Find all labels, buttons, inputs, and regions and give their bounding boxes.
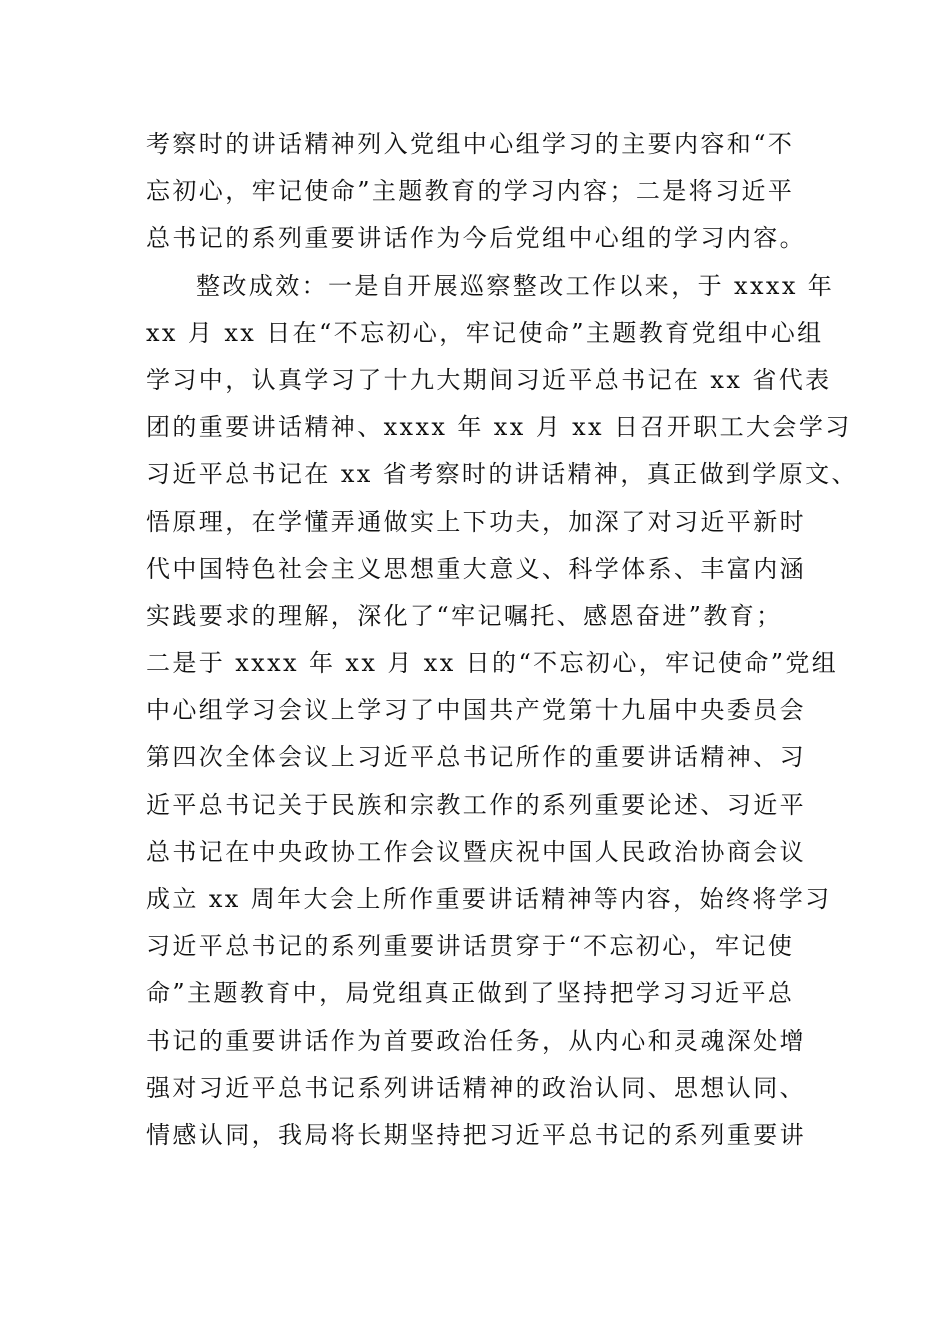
text-line: 中心组学习会议上学习了中国共产党第十九届中央委员会 [146,696,806,725]
text-line: 团的重要讲话精神、xxxx 年 xx 月 xx 日召开职工大会学习 [146,413,852,442]
text-line: 习近平总书记在 xx 省考察时的讲话精神，真正做到学原文、 [146,460,858,489]
text-line: 书记的重要讲话作为首要政治任务，从内心和灵魂深处增 [146,1026,806,1055]
text-line: 情感认同，我局将长期坚持把习近平总书记的系列重要讲 [146,1120,806,1149]
text-line: 命”主题教育中，局党组真正做到了坚持把学习习近平总 [146,979,795,1008]
text-line: 二是于 xxxx 年 xx 月 xx 日的“不忘初心，牢记使命”党组 [146,649,839,678]
text-line: 总书记在中央政协工作会议暨庆祝中国人民政治协商会议 [146,837,806,866]
text-line: 忘初心，牢记使命”主题教育的学习内容；二是将习近平 [146,177,795,206]
text-line: 第四次全体会议上习近平总书记所作的重要讲话精神、习 [146,743,806,772]
text-line: 代中国特色社会主义思想重大意义、科学体系、丰富内涵 [146,554,806,583]
text-line: 总书记的系列重要讲话作为今后党组中心组的学习内容。 [146,224,806,253]
text-line: 悟原理，在学懂弄通做实上下功夫，加深了对习近平新时 [146,507,806,536]
document-body [146,121,858,1159]
text-line: 习近平总书记的系列重要讲话贯穿于“不忘初心，牢记使 [146,932,795,961]
text-line: 强对习近平总书记系列讲话精神的政治认同、思想认同、 [146,1073,806,1102]
text-line: 实践要求的理解，深化了“牢记嘱托、感恩奋进”教育； [146,601,783,630]
text-line: 近平总书记关于民族和宗教工作的系列重要论述、习近平 [146,790,806,819]
paragraph-start-line: 整改成效：一是自开展巡察整改工作以来，于 xxxx 年 [196,271,835,300]
text-line: xx 月 xx 日在“不忘初心，牢记使命”主题教育党组中心组 [146,318,824,347]
text-line: 成立 xx 周年大会上所作重要讲话精神等内容，始终将学习 [146,885,832,913]
text-line: 考察时的讲话精神列入党组中心组学习的主要内容和“不 [146,130,795,158]
text-line: 学习中，认真学习了十九大期间习近平总书记在 xx 省代表 [146,365,832,394]
